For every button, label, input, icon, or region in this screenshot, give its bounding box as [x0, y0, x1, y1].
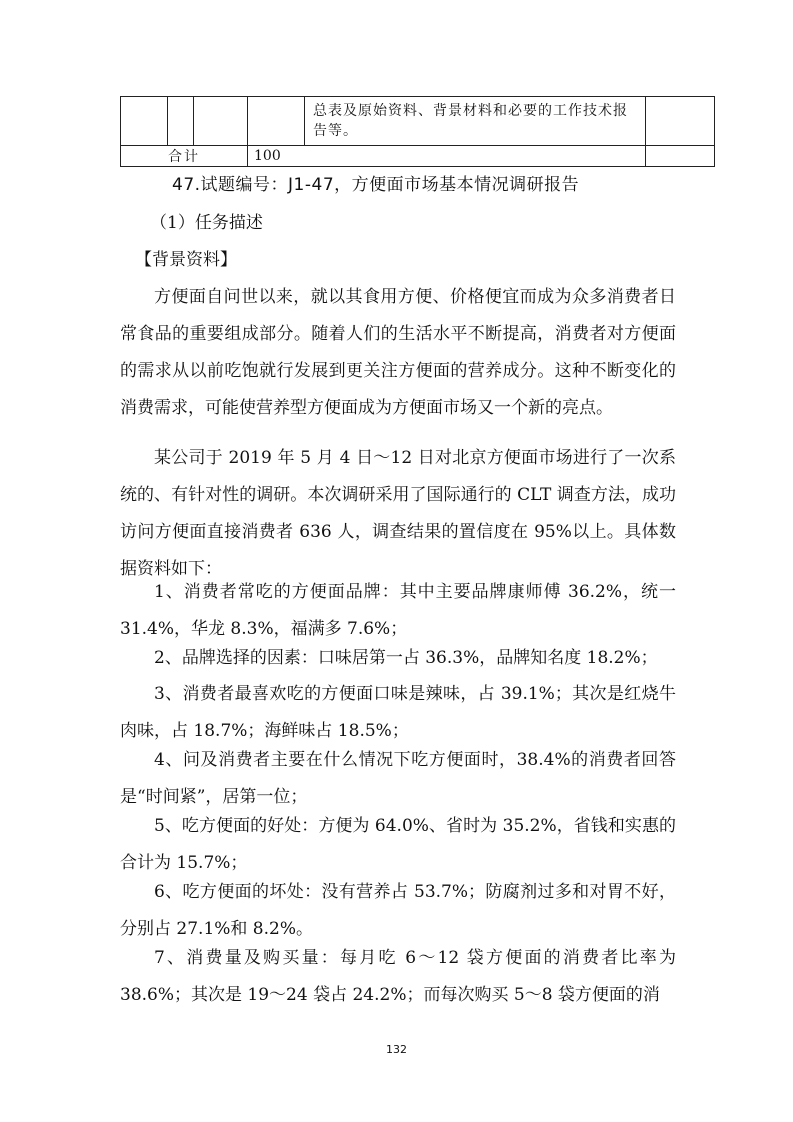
page-number: 132 — [386, 1043, 407, 1056]
list-item: 3、消费者最喜欢吃的方便面口味是辣味，占 39.1%；其次是红烧牛肉味，占 18.7%；海鲜味占 18.5%； — [120, 684, 676, 741]
section-heading: （1）任务描述 — [150, 213, 263, 233]
question-title: 47.试题编号：J1-47，方便面市场基本情况调研报告 — [172, 175, 580, 195]
table-note-cell: 总表及原始资料、背景材料和必要的工作技术报告等。 — [305, 97, 646, 146]
list-item: 6、吃方便面的坏处：没有营养占 53.7%；防腐剂过多和对胃不好，分别占 27.1%和 8.2%。 — [120, 882, 676, 939]
table-row — [121, 97, 715, 146]
table-row — [121, 146, 715, 167]
table-cell — [646, 146, 715, 167]
table-cell — [168, 97, 194, 146]
total-score: 100 — [248, 146, 646, 167]
table-cell — [248, 97, 305, 146]
background-heading: 【背景资料】 — [135, 250, 237, 270]
total-label: 合计 — [121, 146, 248, 167]
table-cell — [194, 97, 248, 146]
score-table — [120, 96, 715, 167]
list-item: 2、品牌选择的因素：口味居第一占 36.3%，品牌知名度 18.2%； — [154, 648, 658, 668]
list-item: 1、消费者常吃的方便面品牌：其中主要品牌康师傅 36.2%，统一 31.4%，华龙 8.3%，福满多 7.6%； — [120, 582, 676, 639]
table-cell — [121, 97, 168, 146]
list-item: 5、吃方便面的好处：方便为 64.0%、省时为 35.2%，省钱和实惠的合计为 15.7%； — [120, 816, 676, 873]
list-item: 7、消费量及购买量：每月吃 6～12 袋方便面的消费者比率为 38.6%；其次是 19～24 袋占 24.2%；而每次购买 5～8 袋方便面的消 — [120, 948, 676, 1005]
paragraph-intro: 方便面自问世以来，就以其食用方便、价格便宜而成为众多消费者日常食品的重要组成部分。随着人们的生活水平不断提高，消费者对方便面的需求从以前吃饱就行发展到更关注方便面的营养成分。这种不断变化的消费需求，可能使营养型方便面成为方便面市场又一个新的亮点。 — [120, 287, 676, 418]
paragraph-survey: 某公司于 2019 年 5 月 4 日～12 日对北京方便面市场进行了一次系统的、有针对性的调研。本次调研采用了国际通行的 CLT 调查方法，成功访问方便面直接消费者 636 人，调查结果的置信度在 95%以上。具体数据资料如下： — [120, 448, 676, 579]
table-cell — [646, 97, 715, 146]
list-item: 4、问及消费者主要在什么情况下吃方便面时，38.4%的消费者回答是“时间紧”，居第一位； — [120, 750, 676, 807]
